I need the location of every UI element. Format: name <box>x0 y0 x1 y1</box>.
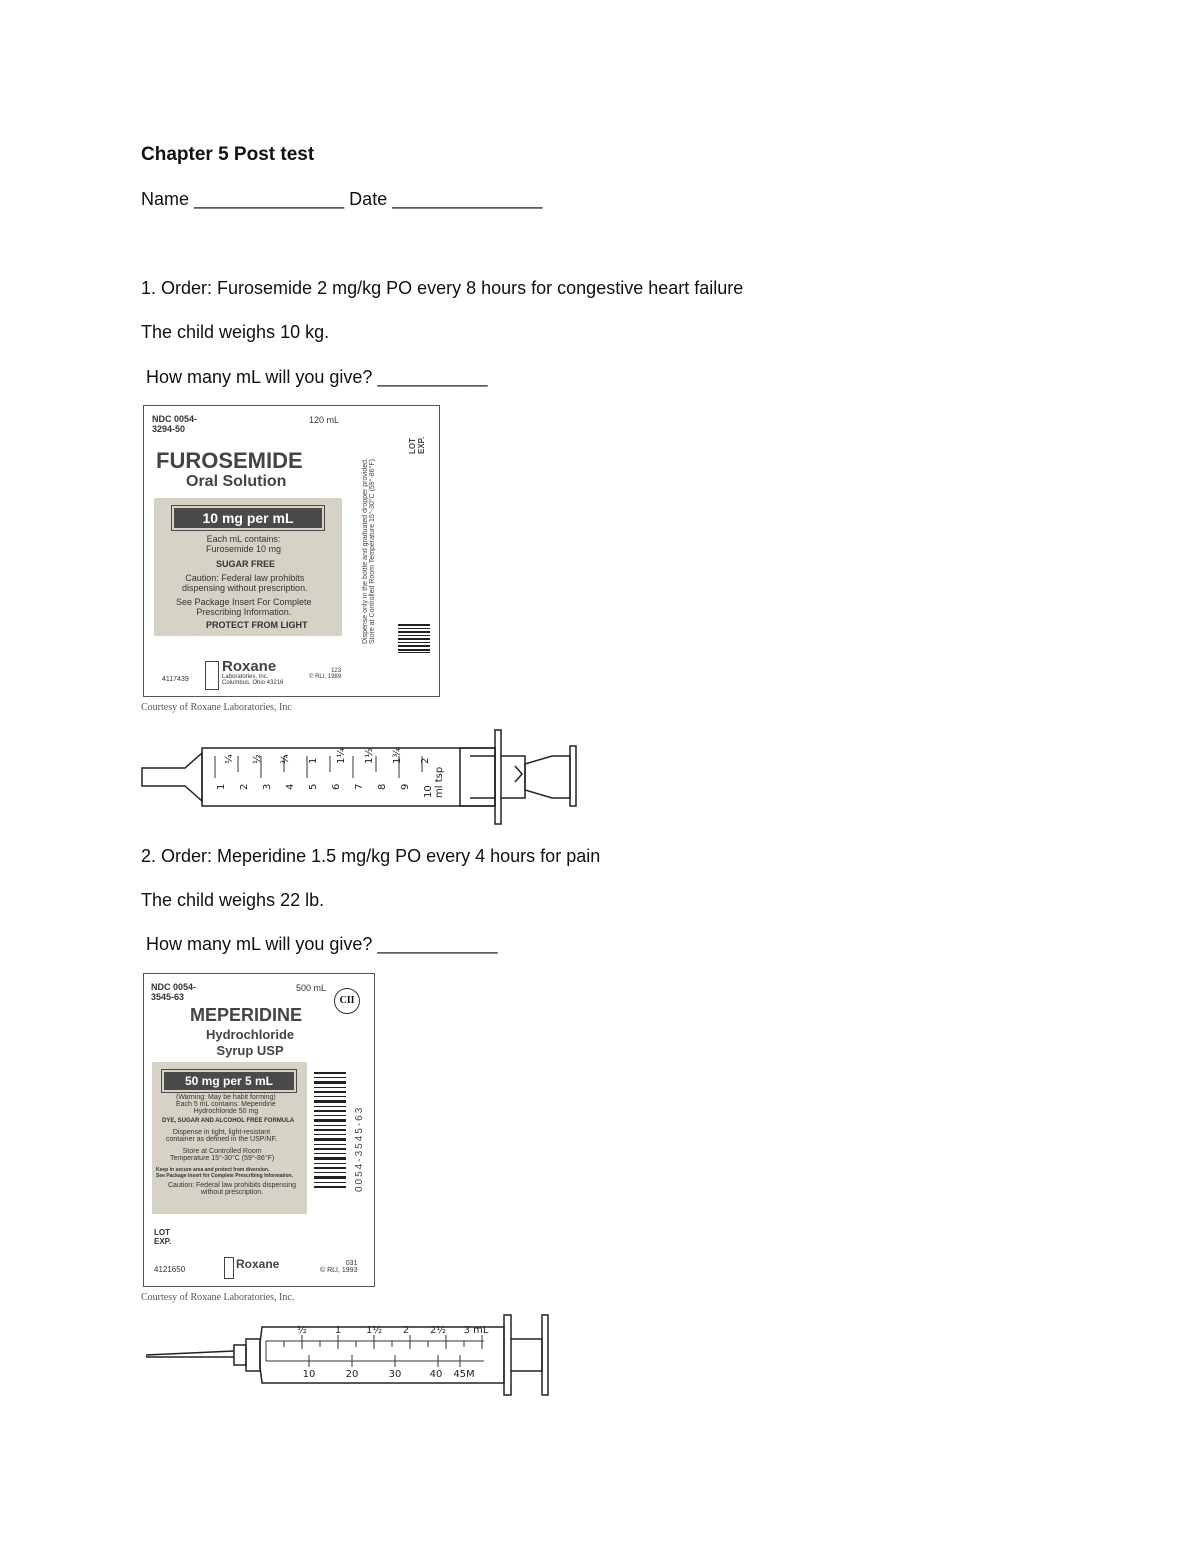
roxane-logo-icon <box>205 661 219 690</box>
q1-weight: The child weighs 10 kg. <box>141 322 330 342</box>
syr1-ml-10: 10 <box>423 785 434 798</box>
syr2-m-40: 40 <box>429 1369 443 1380</box>
furosemide-form: Oral Solution <box>186 473 287 490</box>
syr1-tsp-7: 1¾ <box>392 747 403 764</box>
syr1-tsp-3: ¾ <box>280 754 291 764</box>
syr1-tsp-8: 2 <box>420 757 431 764</box>
meperidine-code: 4121650 <box>154 1265 186 1274</box>
q1-question: How many mL will you give? ___________ <box>141 367 488 387</box>
meperidine-dispense: Dispense in tight, light-resistant container as defined in the USP/NF. <box>166 1129 277 1143</box>
meperidine-volume: 500 mL <box>296 983 327 993</box>
furosemide-info-box <box>154 498 342 636</box>
syr1-tsp-5: 1¼ <box>336 747 347 764</box>
furosemide-lot: LOT EXP. <box>408 436 426 454</box>
syr2-m-10: 10 <box>302 1369 316 1380</box>
syr2-m-20: 20 <box>345 1369 359 1380</box>
syr2-m-45: 45M <box>453 1369 475 1380</box>
meperidine-company: Roxane <box>236 1257 280 1271</box>
q2-order: 2. Order: Meperidine 1.5 mg/kg PO every 4 hours for pain <box>141 846 601 866</box>
furosemide-company: Roxane <box>222 658 277 675</box>
q2-needle-syringe <box>144 1313 556 1397</box>
name-date-line: Name _______________ Date _______________ <box>141 189 543 209</box>
syr1-tsp-4: 1 <box>308 757 319 764</box>
syr2-ml-1half: 1½ <box>365 1325 383 1336</box>
q2-courtesy: Courtesy of Roxane Laboratories, Inc. <box>141 1292 295 1303</box>
syr2-ml-2half: 2½ <box>429 1325 447 1336</box>
syr1-ml-7: 7 <box>354 783 365 790</box>
meperidine-warning: (Warning: May be habit forming) Each 5 mL contains: Meperidine Hydrochloride 50 mg <box>176 1094 276 1115</box>
syr1-tsp-6: 1½ <box>364 747 375 764</box>
syr1-ml-4: 4 <box>285 783 296 790</box>
syr1-tsp-2: ½ <box>252 754 263 764</box>
q2-question: How many mL will you give? ____________ <box>141 934 498 954</box>
meperidine-name: MEPERIDINE <box>190 1005 303 1025</box>
furosemide-each: Each mL contains: Furosemide 10 mg <box>206 534 282 554</box>
furosemide-package: See Package Insert For Complete Prescribing Information. <box>176 597 312 617</box>
furosemide-ndc: NDC 0054- 3294-50 <box>152 414 198 434</box>
furosemide-strength: 10 mg per mL <box>172 506 324 530</box>
q1-order: 1. Order: Furosemide 2 mg/kg PO every 8 hours for congestive heart failure <box>141 278 744 298</box>
meperidine-strength: 50 mg per 5 mL <box>162 1070 296 1092</box>
furosemide-code: 4117439 <box>162 676 189 683</box>
syr2-ml-1: 1 <box>334 1325 342 1336</box>
q1-courtesy: Courtesy of Roxane Laboratories, Inc <box>141 702 292 713</box>
syr2-ml-3: 3 mL <box>463 1325 489 1336</box>
syr2-ml-2: 2 <box>402 1325 410 1336</box>
furosemide-copyright: 123 © RLI, 1989 <box>309 668 342 680</box>
syr1-ml-6: 6 <box>331 783 342 790</box>
furosemide-caution: Caution: Federal law prohibits dispensing without prescription. <box>182 573 308 593</box>
meperidine-dye-free: DYE, SUGAR AND ALCOHOL FREE FORMULA <box>162 1118 295 1124</box>
syr1-ml-3: 3 <box>262 783 273 790</box>
furosemide-label <box>143 405 440 697</box>
furosemide-protect: PROTECT FROM LIGHT <box>206 620 308 630</box>
syr1-ml-1: 1 <box>216 783 227 790</box>
furosemide-barcode <box>398 624 430 654</box>
page-title: Chapter 5 Post test <box>141 144 315 165</box>
meperidine-info-box <box>152 1062 307 1214</box>
syr2-m-30: 30 <box>388 1369 402 1380</box>
schedule-ii-icon: CII <box>334 988 360 1014</box>
roxane-logo-icon-2 <box>224 1257 234 1279</box>
meperidine-barcode <box>314 1072 346 1192</box>
syr2-ml-half: ½ <box>297 1325 307 1336</box>
furosemide-name: FUROSEMIDE <box>156 448 303 473</box>
q1-oral-syringe <box>140 728 580 826</box>
syr1-ml-5: 5 <box>308 783 319 790</box>
syr1-ml-2: 2 <box>239 783 250 790</box>
meperidine-caution: Caution: Federal law prohibits dispensing without prescription. <box>168 1182 297 1196</box>
meperidine-secure: Keep in secure area and protect from diversion. See Package Insert for Complete Prescribing Information. <box>156 1167 293 1179</box>
furosemide-sugar-free: SUGAR FREE <box>216 559 276 569</box>
meperidine-ndc: NDC 0054- 3545-63 <box>151 982 197 1002</box>
meperidine-label <box>143 973 375 1287</box>
meperidine-store: Store at Controlled Room Temperature 15°-30°C (59°-86°F) <box>170 1148 275 1162</box>
syr1-units: ml tsp <box>434 766 445 798</box>
meperidine-barcode-number: 0054-3545-63 <box>354 1105 365 1192</box>
syr1-tsp-1: ¼ <box>224 754 235 764</box>
meperidine-copyright: 031 © RLI, 1993 <box>320 1260 358 1274</box>
meperidine-form: Hydrochloride Syrup USP <box>206 1027 295 1058</box>
syr1-ml-8: 8 <box>377 783 388 790</box>
meperidine-lot: LOT EXP. <box>154 1228 172 1246</box>
syr1-ml-9: 9 <box>400 783 411 790</box>
furosemide-volume: 120 mL <box>309 415 340 425</box>
furosemide-side-text: Dispense only in the bottle and graduated dropper provided. Store at Controlled Room Temperature 15°-30°C (59°-86°F). <box>362 457 376 644</box>
furosemide-company-sub: Laboratories, Inc. Columbus, Ohio 43216 <box>222 674 284 686</box>
q2-weight: The child weighs 22 lb. <box>141 890 325 910</box>
